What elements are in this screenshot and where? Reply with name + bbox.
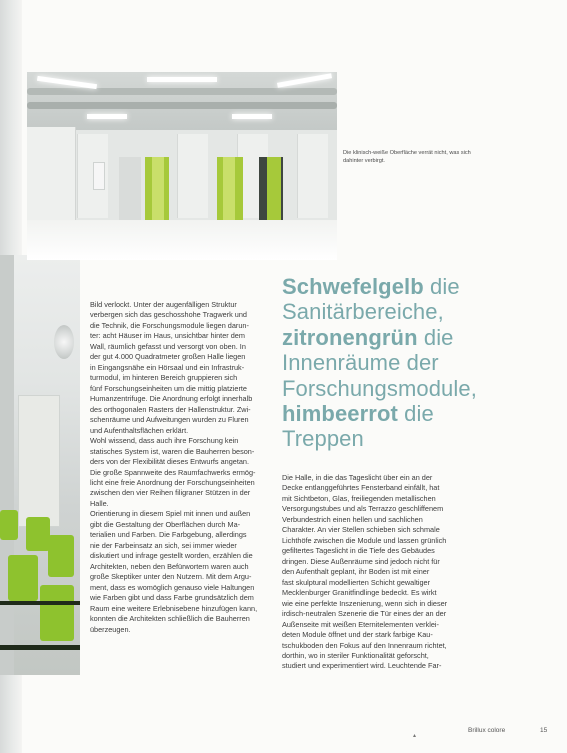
- text-line: zwischen den vier Reihen filigraner Stützen in der: [90, 488, 251, 498]
- green-chair: [8, 555, 38, 601]
- heading-emphasis: himbeerrot: [282, 401, 398, 427]
- text-line: dorthin, wo in steriler Funktionalität geforscht,: [282, 650, 429, 660]
- heading-emphasis: Schwefelgelb: [282, 274, 424, 299]
- text-line: gibt die Gestaltung der Oberflächen durch Ma-: [90, 519, 241, 529]
- body-column-right: [282, 473, 468, 672]
- heading-line: [282, 376, 562, 401]
- text-line: Versorgungstubes und als Terrazzo geschliffenem: [282, 504, 444, 514]
- green-chair: [48, 535, 74, 577]
- photo-floor: [27, 220, 337, 260]
- text-line: Mecklenburger Granitfindlinge bedeckt. Es wirkt: [282, 588, 437, 598]
- green-chair: [0, 510, 18, 540]
- heading-text: die: [423, 274, 460, 299]
- text-line: den Aufenthalt geplant, ihr Boden ist mit einer: [282, 567, 430, 577]
- text-line: nie der Farbeinsatz an sich, sei immer wieder: [90, 540, 237, 550]
- heading-text: die: [417, 324, 454, 350]
- heading-line: [282, 401, 562, 426]
- text-line: Bild verlockt. Unter der augenfälligen Struktur: [90, 300, 237, 309]
- text-line: fast skulptural modellierten Schicht gewaltiger: [282, 577, 431, 587]
- text-line: Decke entlanggeführtes Fensterband einfällt, hat: [282, 483, 440, 493]
- text-line: des orthogonalen Rasters der Hallenstruktur. Zwi-: [90, 404, 251, 414]
- text-line: Verbundestrich einen hellen und sachlichen: [282, 514, 423, 524]
- text-line: überzeugen.: [90, 624, 131, 634]
- text-line: mit Sichtbeton, Glas, freiliegenden metallischen: [282, 493, 436, 503]
- text-line: der gut 4.000 Quadratmeter großen Halle liegen: [90, 352, 246, 362]
- heading-text: die: [397, 401, 434, 427]
- footer-mark: ▴: [413, 733, 417, 739]
- text-line: fünf Forschungseinheiten um die mittig platzierte: [90, 383, 247, 393]
- text-line: deten Module öffnet und der stark farbige Kau-: [282, 630, 433, 640]
- heading-line: [282, 350, 562, 375]
- pull-quote-heading: [282, 274, 562, 452]
- green-chair: [26, 517, 50, 551]
- text-line: irdisch-neutralen Szenerie die Tür eines der an der: [282, 609, 447, 619]
- heading-text: Innenräume der: [282, 350, 439, 376]
- heading-line: [282, 299, 562, 324]
- text-line: ter: acht Häuser im Haus, unsichtbar hinter dem: [90, 331, 245, 341]
- heading-text: Treppen: [282, 426, 364, 452]
- heading-text: Forschungsmodule,: [282, 375, 477, 401]
- heading-text: Sanitärbereiche,: [282, 299, 444, 325]
- text-line: studiert und experimentiert wird. Leuchtende Far-: [282, 661, 442, 671]
- text-line: tschukboden den Fokus auf den Innenraum richtet,: [282, 640, 447, 650]
- left-photo-hall-seating: [0, 255, 80, 675]
- text-line: Halle.: [90, 498, 109, 508]
- text-line: diskutiert und infrage gestellt worden, erzählen die: [90, 551, 253, 561]
- text-line: Wall, räumlich gefasst und versorgt von oben. In: [90, 341, 246, 351]
- text-line: Charakter. An vier Stellen schieben sich schmale: [282, 525, 440, 535]
- text-line: Wohl wissend, dass auch ihre Forschung kein: [90, 436, 239, 446]
- text-line: dringen. Diese Außenräume sind jedoch nicht für: [282, 556, 440, 566]
- text-line: schenräume und Aufweitungen wurden zu Fluren: [90, 415, 249, 425]
- text-line: Raum eine weitere Erlebnisebene hinzufügen kann,: [90, 603, 258, 613]
- green-chair: [40, 585, 74, 641]
- body-column-left: [90, 300, 276, 635]
- text-line: Außenseite mit weißen Eternitelementen verklei-: [282, 619, 439, 629]
- text-line: Architekten, neben den Befürwortern waren auch: [90, 561, 249, 571]
- text-line: Die große Spannweite des Raumfachwerks ermög-: [90, 467, 256, 477]
- page-number: 15: [540, 727, 548, 734]
- text-line: terialien und Farben. Die Farbgebung, allerdings: [90, 530, 247, 540]
- photo-caption: Die klinisch-weiße Oberfläche verrät nicht, was sich dahinter verbirgt.: [343, 150, 471, 165]
- text-line: die Technik, die Forschungsmodule liegen darun-: [90, 320, 249, 330]
- text-line: Humanzentrifuge. Die Anordnung erfolgt innerhalb: [90, 394, 253, 404]
- text-line: wie eine perfekte Inszenierung, wenn sich in dieser: [282, 598, 448, 608]
- text-line: Orientierung in diesem Spiel mit innen und außen: [90, 509, 251, 519]
- text-line: und Aufenthaltsflächen erklärt.: [90, 425, 189, 435]
- text-line: gefiltertes Tageslicht in die Tiefe des Gebäudes: [282, 546, 435, 556]
- text-line: statisches System ist, waren die Bauherren beson-: [90, 446, 255, 456]
- text-line: in Eingangsnähe ein Hörsaal und ein Infrastruk-: [90, 362, 245, 372]
- wall-speaker: [54, 325, 74, 359]
- heading-line: [282, 325, 562, 350]
- heading-line: [282, 274, 562, 299]
- text-line: ment, dass es womöglich genauso viele Haltungen: [90, 582, 255, 592]
- text-line: Lichthöfe zwischen die Module und lassen grünlich: [282, 535, 447, 545]
- text-line: große Skeptiker unter den Nutzern. Mit dem Argu-: [90, 572, 252, 582]
- footer-brand: Brillux colore: [468, 727, 506, 734]
- green-door: [267, 157, 281, 227]
- text-line: ders von der Flexibilität dieses Entwurfs angetan.: [90, 457, 249, 467]
- text-line: wie Farben gibt und dass Farbe grundsätzlich dem: [90, 593, 254, 603]
- text-line: verbergen sich das geschosshohe Tragwerk und: [90, 310, 247, 320]
- text-line: Die Halle, in die das Tageslicht über ein an der: [282, 473, 433, 482]
- heading-line: [282, 426, 562, 451]
- text-line: turmodul, im hinteren Bereich gruppieren sich: [90, 373, 238, 383]
- text-line: licht eine freie Anordnung der Forschungseinheiten: [90, 477, 255, 487]
- heading-emphasis: zitronengrün: [282, 324, 418, 350]
- corridor-photo: [27, 72, 337, 260]
- text-line: konnten die Architekten schließlich die Bauherren: [90, 614, 250, 624]
